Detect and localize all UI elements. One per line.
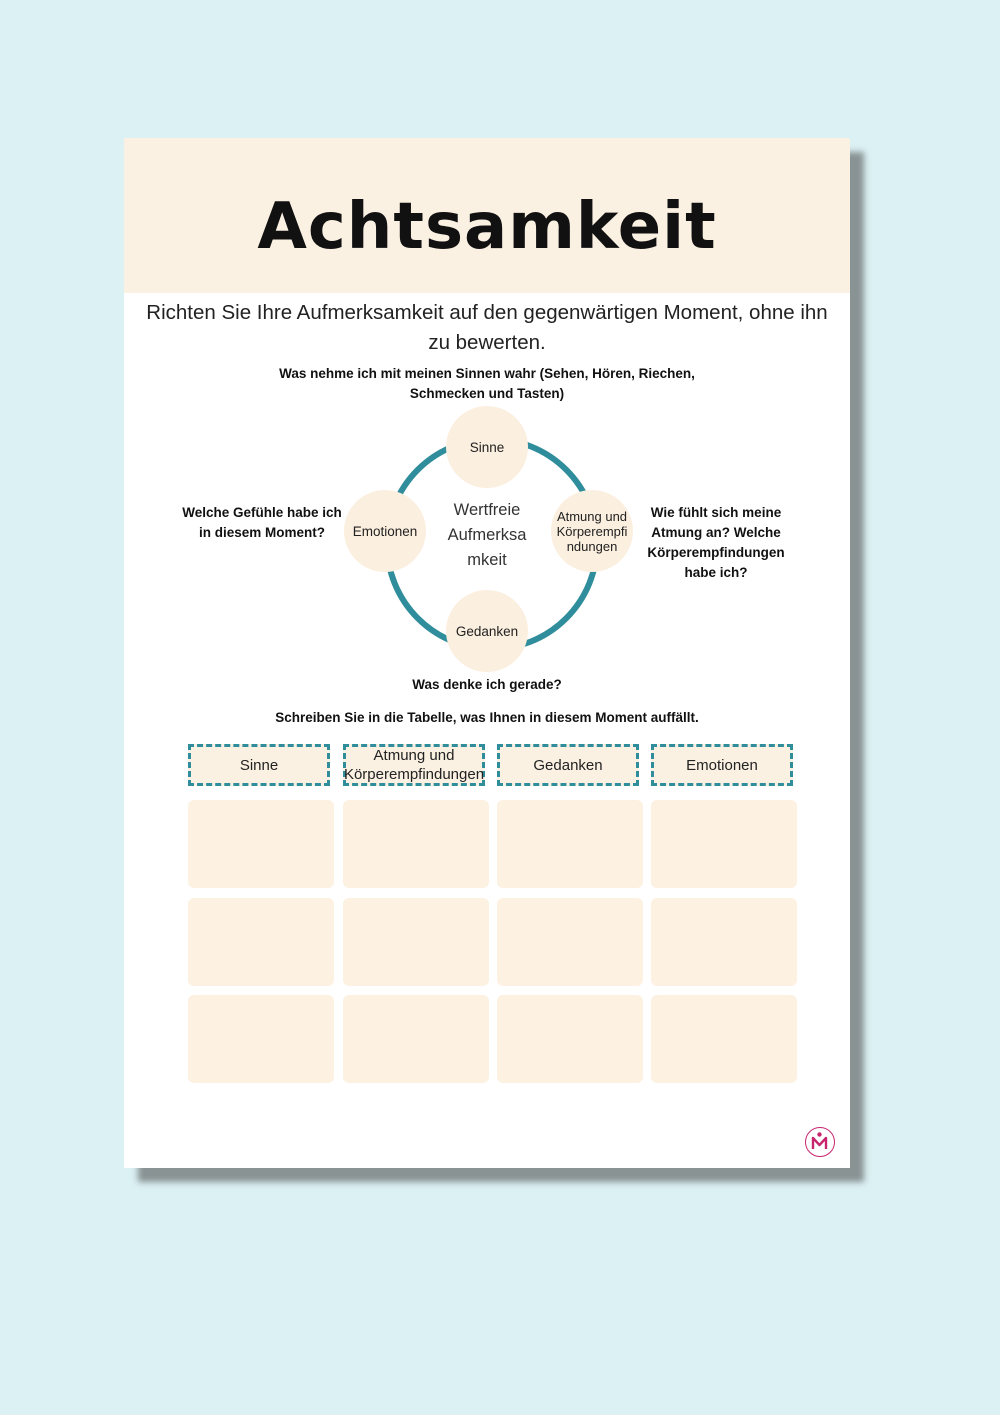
node-thoughts	[446, 590, 528, 672]
table-header-emotions: Emotionen	[651, 744, 793, 786]
table-cell[interactable]	[497, 800, 643, 888]
diagram-center-label: Wertfreie Aufmerksa mkeit	[447, 501, 527, 569]
table-cell[interactable]	[497, 898, 643, 986]
table-cell[interactable]	[188, 995, 334, 1083]
node-senses-label: Sinne	[469, 439, 505, 455]
table-cell[interactable]	[651, 898, 797, 986]
title-banner	[124, 138, 850, 293]
table-cell[interactable]	[651, 800, 797, 888]
page-title: Achtsamkeit	[257, 190, 717, 264]
table-header-senses: Sinne	[188, 744, 330, 786]
node-emotions-label: Emotionen	[352, 523, 418, 539]
table-cell[interactable]	[188, 800, 334, 888]
question-emotions: Welche Gefühle habe ich in diesem Moment?	[182, 505, 342, 540]
table-cell[interactable]	[497, 995, 643, 1083]
node-thoughts-label: Gedanken	[455, 623, 519, 639]
table-cell[interactable]	[343, 800, 489, 888]
table-cell[interactable]	[651, 995, 797, 1083]
person-m-logo-icon	[805, 1127, 835, 1157]
table-cell[interactable]	[343, 898, 489, 986]
worksheet-page	[124, 138, 850, 1168]
table-header-breathing: Atmung und Körperempfindungen	[343, 744, 485, 786]
intro-text: Richten Sie Ihre Aufmerksamkeit auf den gegenwärtigen Moment, ohne ihn zu bewerten.	[146, 301, 828, 354]
question-breathing: Wie fühlt sich meine Atmung an? Welche Körperempfindungen habe ich?	[647, 505, 785, 580]
node-breathing-label: Atmung und Körperempfi ndungen	[556, 508, 628, 554]
question-senses: Was nehme ich mit meinen Sinnen wahr (Sehen, Hören, Riechen, Schmecken und Tasten)	[279, 366, 695, 401]
table-header-thoughts: Gedanken	[497, 744, 639, 786]
question-thoughts: Was denke ich gerade?	[412, 677, 562, 692]
node-emotions	[344, 490, 426, 572]
node-senses	[446, 406, 528, 488]
table-instruction: Schreiben Sie in die Tabelle, was Ihnen in diesem Moment auffällt.	[275, 710, 699, 725]
node-breathing	[551, 490, 633, 572]
table-cell[interactable]	[343, 995, 489, 1083]
table-cell[interactable]	[188, 898, 334, 986]
